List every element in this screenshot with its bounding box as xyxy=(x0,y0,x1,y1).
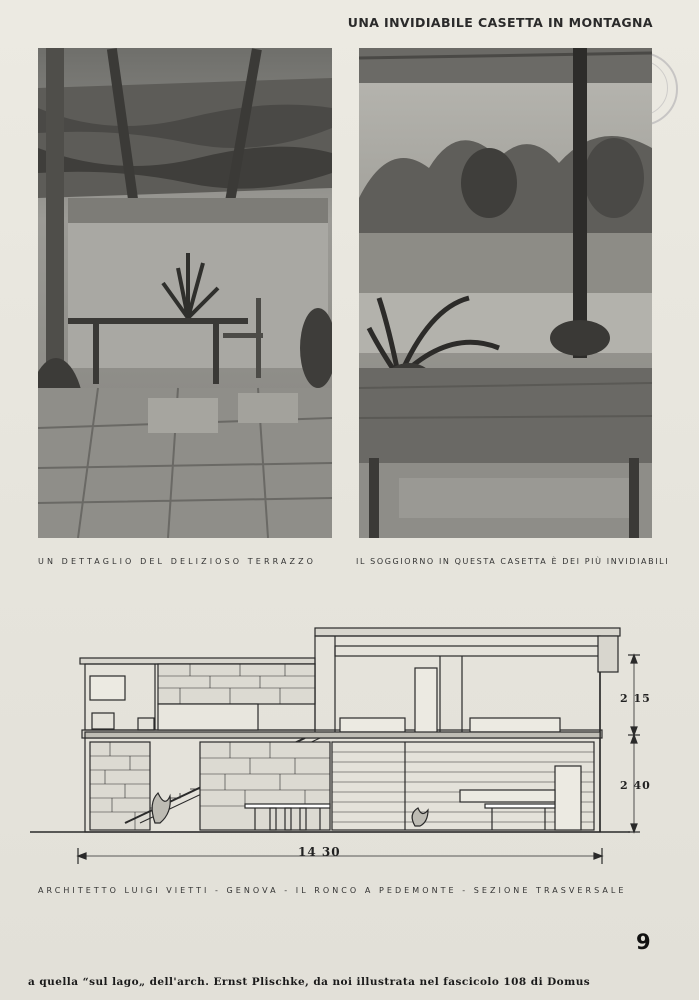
living-room-photo-image xyxy=(359,48,652,538)
upper-height-dimension: 2 15 xyxy=(620,692,651,705)
living-room-photo xyxy=(359,48,652,538)
page-number: 9 xyxy=(636,930,651,954)
page-header-title: UNA INVIDIABILE CASETTA IN MONTAGNA xyxy=(347,15,653,30)
cross-section-svg xyxy=(30,618,670,868)
cross-section-drawing xyxy=(30,618,670,872)
terrace-photo-caption: UN DETTAGLIO DEL DELIZIOSO TERRAZZO xyxy=(38,557,317,566)
living-room-photo-caption: IL SOGGIORNO IN QUESTA CASETTA È DEI PIÙ INVIDIABILI xyxy=(356,557,670,566)
drawing-caption: ARCHITETTO LUIGI VIETTI - GENOVA - IL RONCO A PEDEMONTE - SEZIONE TRASVERSALE xyxy=(38,886,627,895)
terrace-photo-image xyxy=(38,48,332,538)
footer-text: a quella “sul lago„ dell'arch. Ernst Plischke, da noi illustrata nel fascicolo 108 di Domus xyxy=(28,976,591,988)
total-width-dimension: 14 30 xyxy=(298,845,341,859)
terrace-photo xyxy=(38,48,332,538)
lower-height-dimension: 2 40 xyxy=(620,779,651,792)
